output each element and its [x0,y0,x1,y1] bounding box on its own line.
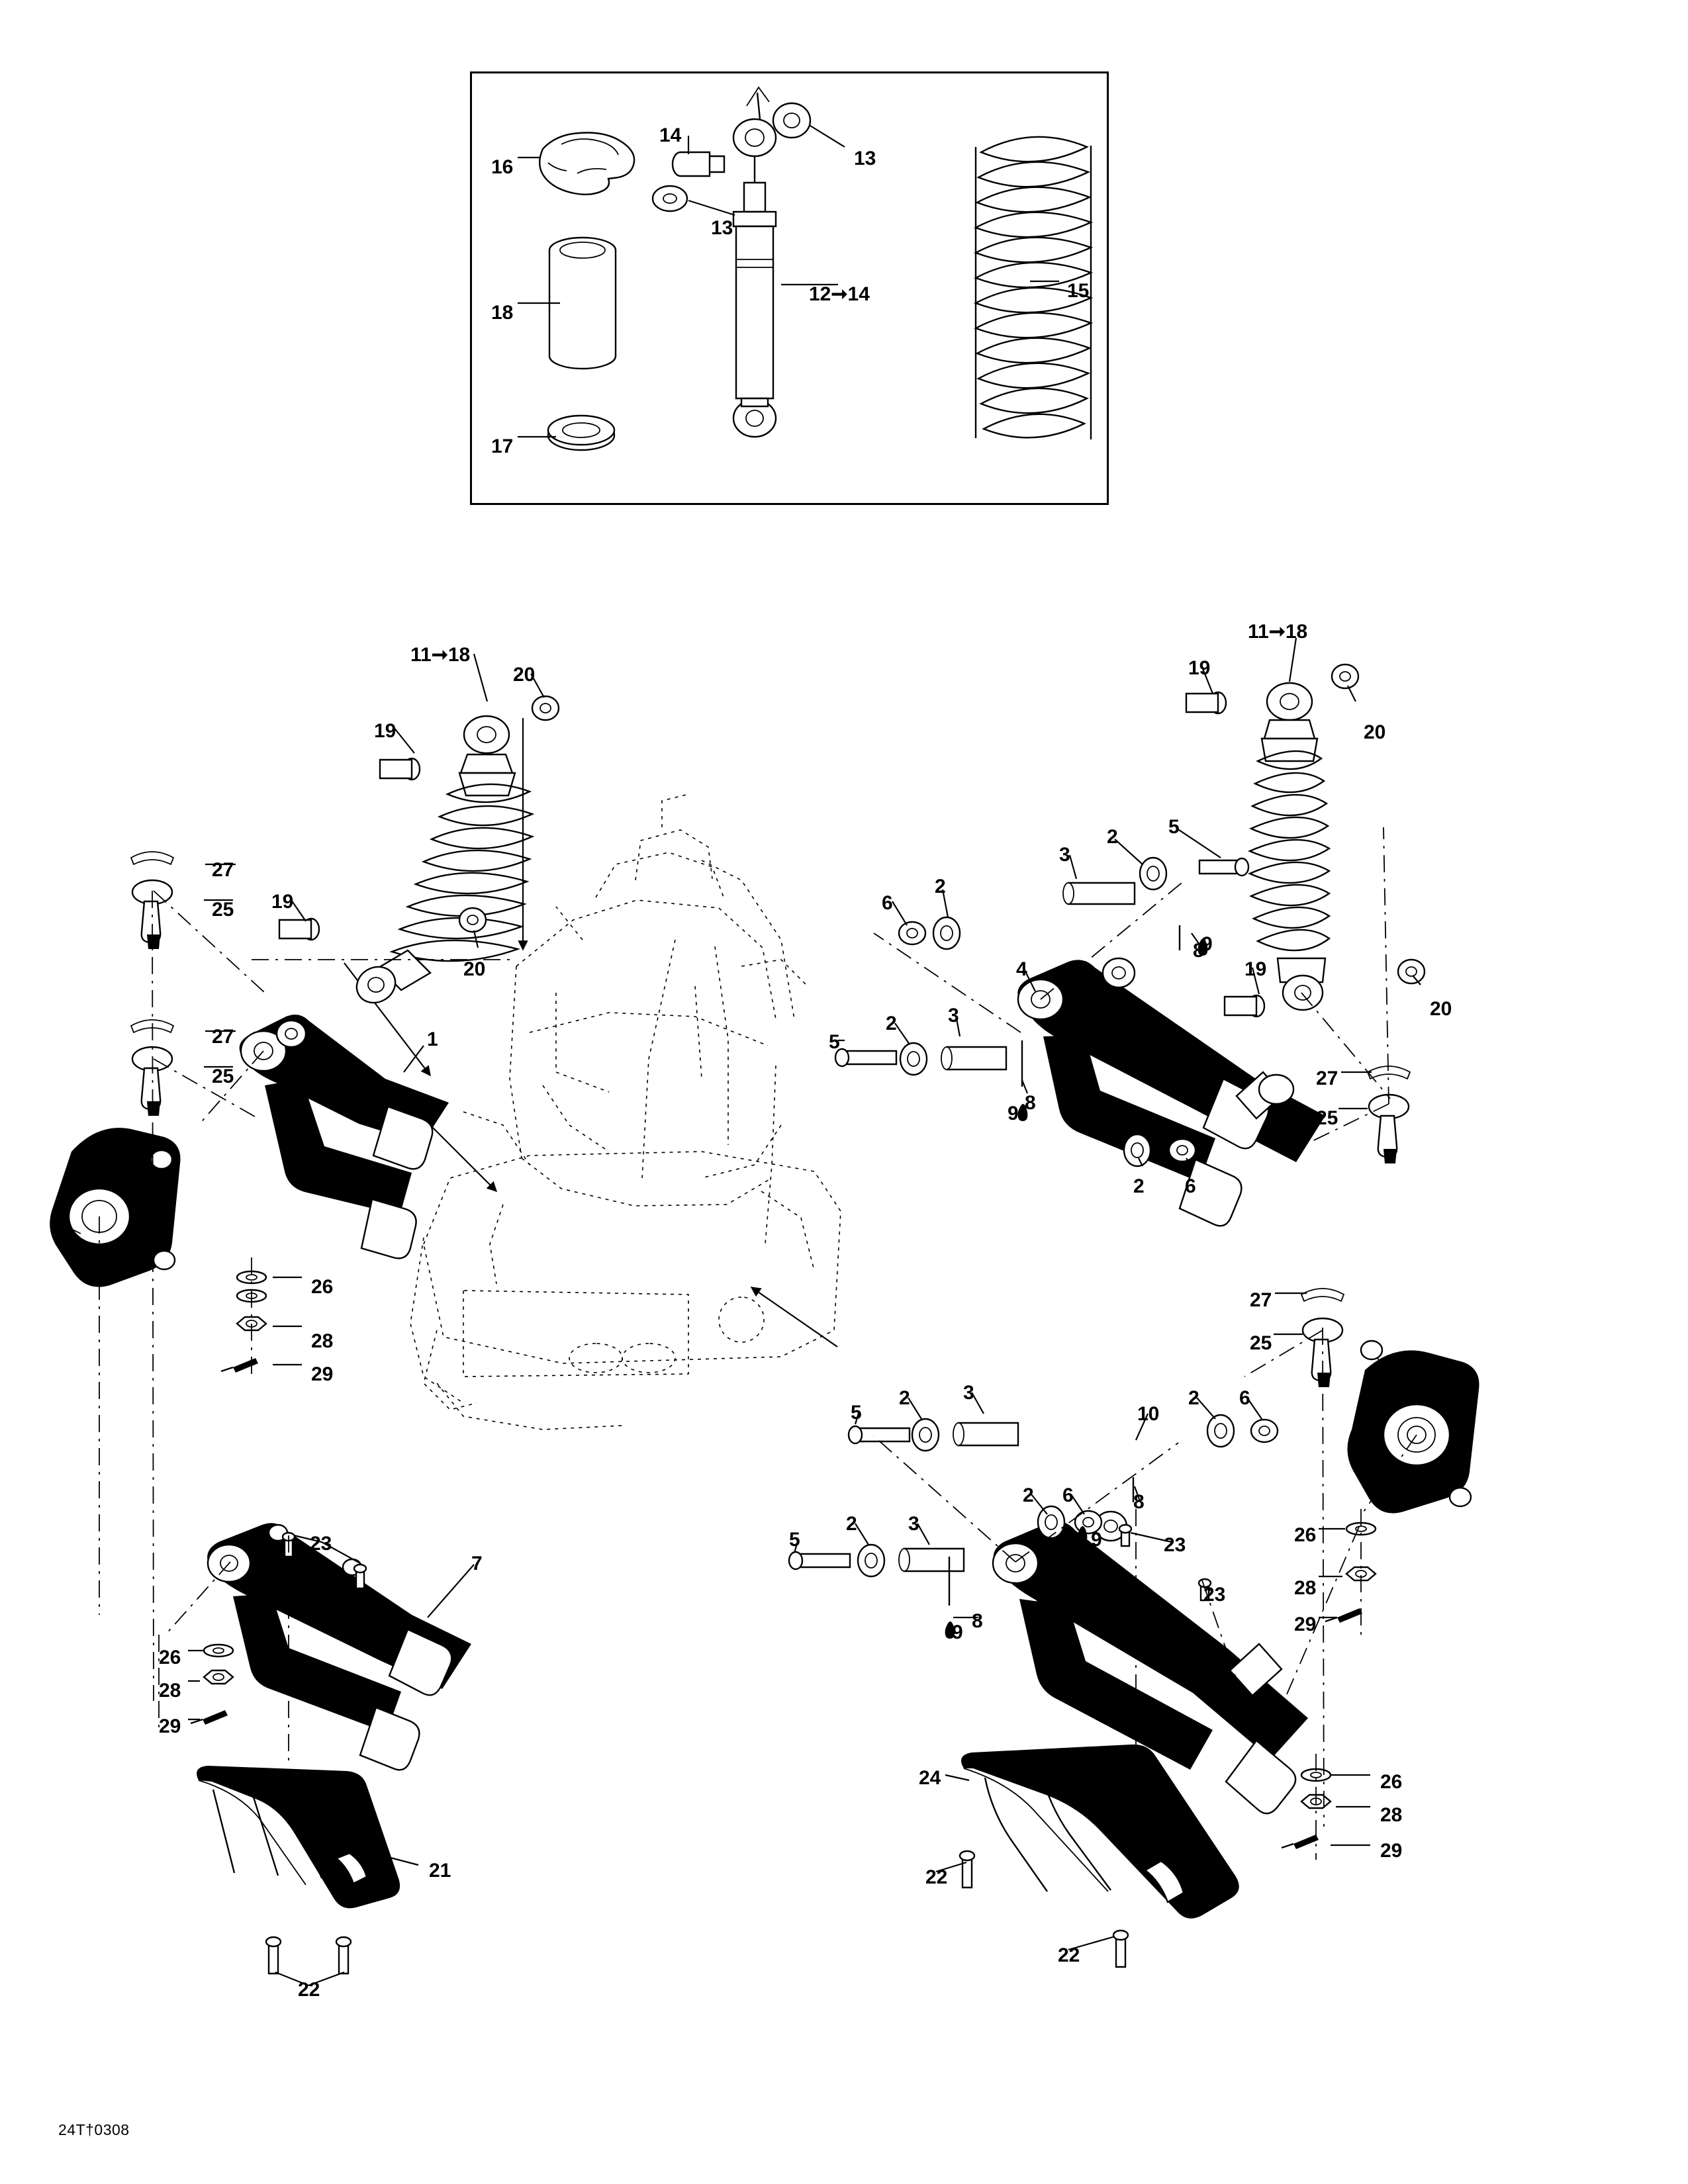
part-7-lower-a-arm-left [207,1523,471,1770]
callout-2-m-2-lower-a: 2 [899,1387,910,1409]
callout-20-m-20-left-b: 20 [463,958,486,980]
callout-29-m-29-left-lower: 29 [159,1715,181,1737]
callout-23-m-23-left: 23 [310,1533,332,1555]
callout-12-14-c-12-14: 12➞14 [809,283,870,305]
callout-22-m-22-left: 22 [298,1979,320,2001]
callout-2-m-2-right-a: 2 [1107,826,1118,848]
callout-19-m-19-right-top: 19 [1188,657,1211,679]
callout-2-m-2-lower-b: 2 [1188,1387,1199,1409]
right-steering-knuckle [1347,1341,1479,1514]
bolt-19-right-upper [1186,692,1226,713]
callout-28-m-28-left-lower: 28 [159,1680,181,1702]
callout-5-m-5-right-b: 5 [829,1031,840,1053]
part-24-footrest-guard-right [961,1745,1239,1919]
callout-5-m-5-left-lower-a: 5 [851,1402,862,1424]
part-1-upper-a-arm-left [240,1015,449,1258]
callout-13-c-13a: 13 [854,148,876,169]
bolt-19-left-lower [279,919,319,940]
callout-9-m-9-right-b: 9 [1008,1103,1019,1124]
callout-29-m-29-left-upper: 29 [311,1363,334,1385]
callout-27-m-27-left-a: 27 [212,859,234,881]
inset-border [470,71,1109,505]
callout-26-m-26-left-lower: 26 [159,1647,181,1668]
callout-8-m-8-right-b: 8 [1025,1092,1036,1114]
vehicle-frame-outline [410,794,841,1430]
callout-8-m-8-lower-a: 8 [1133,1491,1145,1513]
callout-25-m-25-right-b: 25 [1250,1332,1272,1354]
nut-20-left-lower [459,908,486,932]
nut-20-right-upper [1332,664,1358,688]
callout-6-m-6-lower-b: 6 [1062,1484,1074,1506]
callout-23-m-23-right-b: 23 [1203,1584,1226,1606]
callout-2-m-2-right-b: 2 [935,876,946,897]
callout-1-m-1: 1 [427,1028,438,1050]
callout-14-c-14a: 14 [659,124,682,146]
callout-9-m-9-lower-b: 9 [952,1621,963,1643]
callout-6-m-6-right-b: 6 [1185,1175,1196,1197]
callout-3-m-3-lower-b: 3 [908,1513,919,1535]
callout-24-m-24: 24 [919,1767,941,1789]
callout-20-m-20-right-top: 20 [1364,721,1386,743]
callout-2-m-2-right-c: 2 [886,1013,897,1034]
callout-4-m-4: 4 [1016,958,1027,980]
callout-26-m-26-right-lower: 26 [1380,1771,1403,1793]
assembly-arrows [344,718,837,1347]
plate-code: 24T†0308 [58,2121,130,2138]
right-front-shock-assembly [1186,664,1425,1017]
callout-19-m-19-left-top: 19 [374,720,397,742]
bolts-22-right [960,1851,1128,1967]
callout-27-m-27-right-a: 27 [1316,1068,1338,1089]
nut-20-right-lower [1398,960,1425,983]
left-steering-knuckle [50,1128,180,1287]
callout-5-m-5-lower-b: 5 [789,1529,800,1551]
callout-11-18-m-11-18-right: 11➞18 [1248,621,1308,643]
part-21-footrest-guard-left [197,1766,400,1908]
callout-13-c-13b: 13 [711,217,733,239]
callout-28-m-28-right-lower: 28 [1380,1804,1403,1826]
callout-8-m-8-right-a: 8 [1193,940,1204,962]
callout-19-m-19-left-b: 19 [271,891,294,913]
part-4-upper-a-arm-right [1017,958,1325,1226]
callout-6-m-6-right-a: 6 [882,892,893,914]
callout-20-m-20-left-top: 20 [513,664,536,686]
bolt-19-left-upper [380,758,420,780]
callout-18-c-18: 18 [491,302,514,324]
ball-joint-25-right-upper [1368,1066,1410,1163]
callout-2-m-2-right-d: 2 [1133,1175,1145,1197]
callout-19-m-19-right-b: 19 [1244,958,1267,980]
callout-9-m-9-right-a: 9 [1201,933,1213,955]
callout-3-m-3-right-b: 3 [948,1005,959,1026]
callout-29-m-29-right-upper: 29 [1294,1614,1317,1635]
callout-2-m-2-lower-c: 2 [1023,1484,1034,1506]
callout-16-c-16: 16 [491,156,514,178]
callout-7-m-7: 7 [471,1553,483,1574]
callout-25-m-25-left-a: 25 [212,899,234,921]
callout-27-m-27-left-b: 27 [212,1026,234,1048]
hardware-26-28-29-left-lower [191,1645,233,1725]
callout-26-m-26-right-upper: 26 [1294,1524,1317,1546]
callout-25-m-25-left-b: 25 [212,1066,234,1087]
callout-20-m-20-right-b: 20 [1430,998,1452,1020]
hardware-26-28-29-left-upper [221,1271,266,1373]
callout-8-m-8-lower-b: 8 [972,1610,983,1632]
callout-25-m-25-right-a: 25 [1316,1107,1338,1129]
callout-5-m-5-right-a: 5 [1168,816,1180,838]
callout-21-m-21: 21 [429,1860,451,1882]
callout-22-m-22-right-b: 22 [1058,1944,1080,1966]
callout-17-c-17: 17 [491,435,514,457]
callout-23-m-23-right-a: 23 [1164,1534,1186,1556]
bolts-22-left [266,1937,351,1974]
callout-9-m-9-lower-a: 9 [1091,1529,1102,1551]
callout-6-m-6-lower-a: 6 [1239,1387,1250,1409]
callout-29-m-29-right-lower: 29 [1380,1840,1403,1862]
callout-10-m-10: 10 [1137,1403,1160,1425]
nut-20-left-upper [532,696,559,720]
bolt-19-right-lower [1225,995,1264,1017]
callout-3-m-3-right: 3 [1059,844,1070,866]
callout-15-c-15: 15 [1067,280,1090,302]
callout-28-m-28-left-upper: 28 [311,1330,334,1352]
callout-28-m-28-right-upper: 28 [1294,1577,1317,1599]
callout-22-m-22-right-a: 22 [925,1866,948,1888]
callout-26-m-26-left-upper: 26 [311,1276,334,1298]
hardware-26-28-29-right-upper [1325,1523,1376,1623]
callout-11-18-m-11-18-left: 11➞18 [410,644,471,666]
callout-2-m-2-lower-d: 2 [846,1513,857,1535]
callout-27-m-27-right-b: 27 [1250,1289,1272,1311]
callout-3-m-3-lower-a: 3 [963,1382,974,1404]
left-front-shock-assembly [279,696,559,1010]
